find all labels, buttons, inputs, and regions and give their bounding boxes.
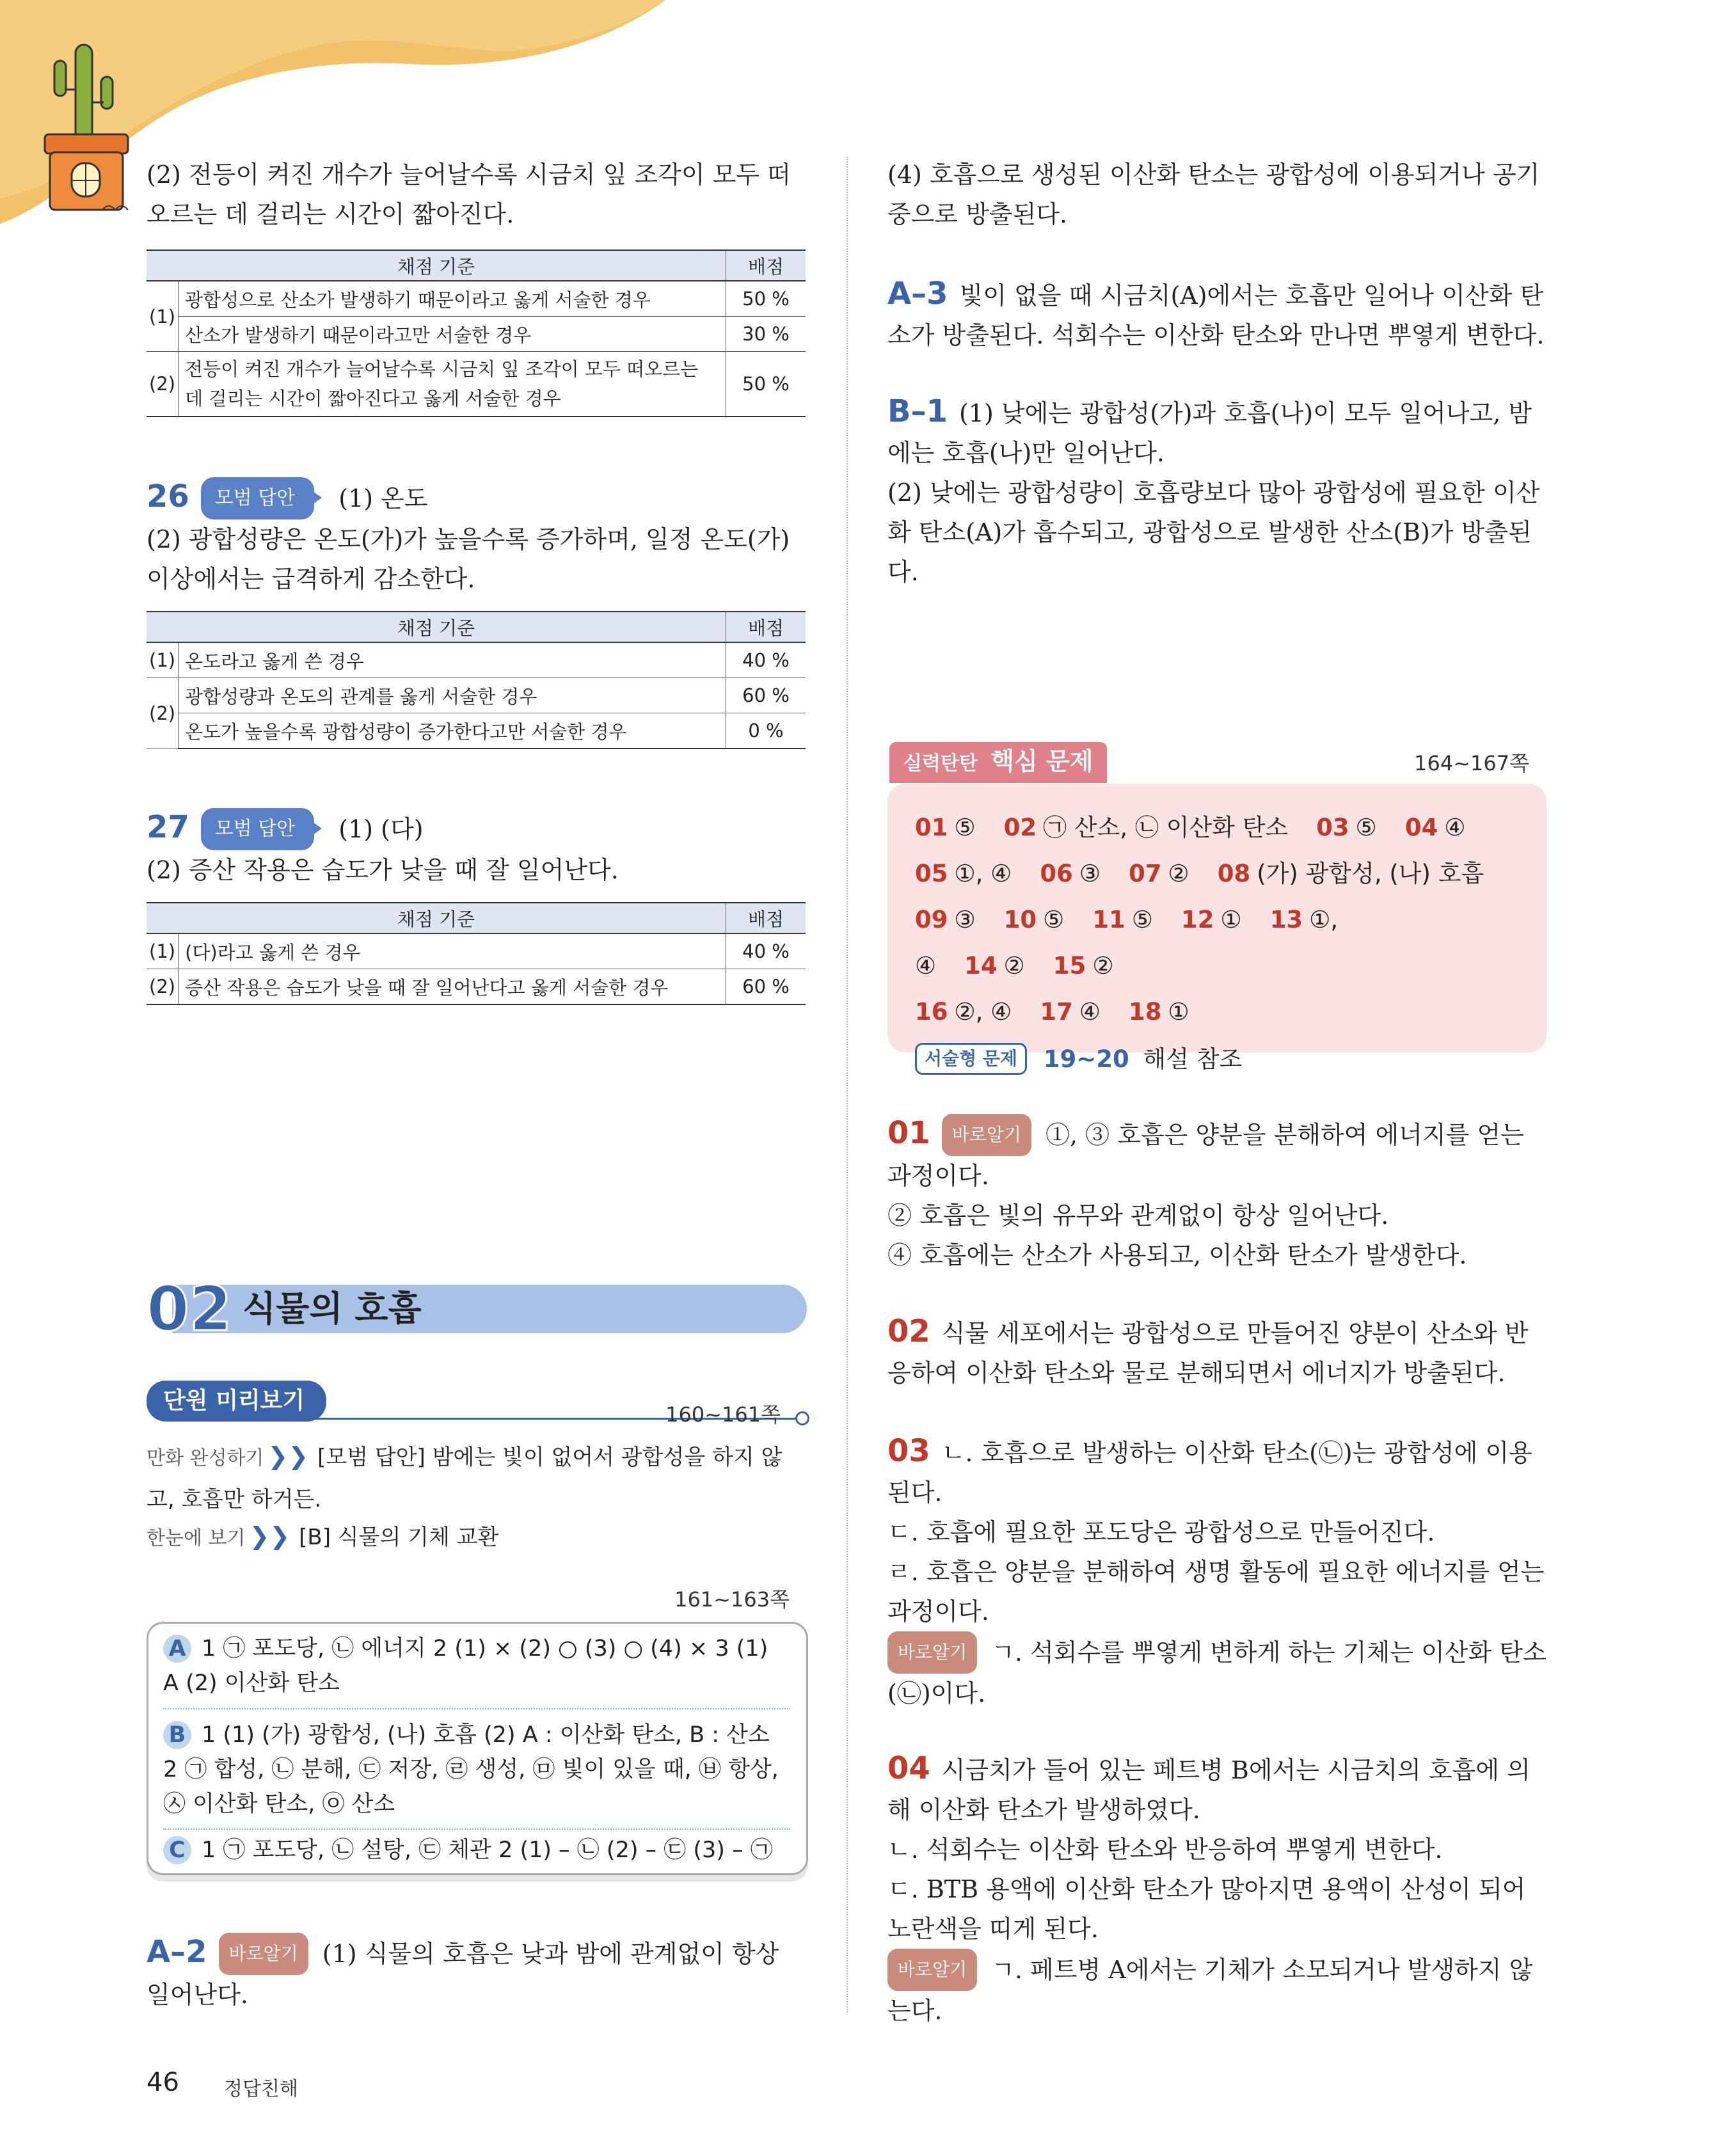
core-answer-value: ① xyxy=(1168,998,1189,1026)
core-answer-item xyxy=(1053,952,1114,979)
essay-badge: 서술형 문제 xyxy=(915,1043,1027,1075)
page-range: 161~163쪽 xyxy=(674,1587,790,1612)
table-row: (1) (다)라고 옳게 쓴 경우 40 % xyxy=(147,933,806,969)
core-answer-number: 05 xyxy=(915,860,948,887)
core-answer-item xyxy=(1004,814,1289,841)
explanation-01: 01 바로알기 ①, ③ 호흡은 양분을 분해하여 에너지를 얻는 과정이다. ② 호흡은 빛의 유무와 관계없이 항상 일어난다. ④ 호흡에는 산소가 사용되고, 이산화 탄소가 발생한다. xyxy=(887,1115,1524,1269)
core-answer-item xyxy=(1040,998,1101,1026)
comic-complete: 만화 완성하기 ❯❯ [모범 답안] 밤에는 빛이 없어서 광합성을 하지 않고, 호흡만 하거든. xyxy=(147,1442,783,1512)
core-answer-item xyxy=(1129,998,1189,1026)
column-divider xyxy=(847,157,848,2012)
table-header-criteria: 채점 기준 xyxy=(147,250,726,281)
section-number: 02 xyxy=(147,1273,232,1345)
core-answer-number: 16 xyxy=(915,998,948,1026)
answer-row xyxy=(915,897,1529,989)
core-answer-value: ② xyxy=(1092,952,1114,979)
explanation-a2: A–2 바로알기 (1) 식물의 호흡은 낮과 밤에 관계없이 항상 일어난다. xyxy=(147,1934,779,2009)
table-row: (1) 광합성으로 산소가 발생하기 때문이라고 옳게 서술한 경우 50 % xyxy=(147,281,806,317)
core-answer-number: 01 xyxy=(915,814,948,841)
unit-preview-label: 단원 미리보기 xyxy=(147,1381,326,1422)
core-answer-value: ④ xyxy=(1079,998,1101,1026)
answer-row xyxy=(915,805,1529,851)
core-answer-value: ⑤ xyxy=(954,814,976,841)
core-answer-value: ④ xyxy=(1444,814,1466,841)
table-row: (2) 광합성량과 온도의 관계를 옳게 서술한 경우 60 % xyxy=(147,678,806,713)
core-answer-number: 09 xyxy=(915,906,948,933)
answer-row xyxy=(915,851,1529,897)
letter-a-badge: A xyxy=(163,1635,191,1663)
table-row: (2) 전등이 켜진 개수가 늘어날수록 시금치 잎 조각이 모두 떠오르는 데 걸리는 시간이 짧아진다고 옳게 서술한 경우 50 % xyxy=(147,352,806,417)
core-answer-number: 13 xyxy=(1269,906,1303,933)
page-number: 46 xyxy=(147,2068,179,2097)
letter-b-badge: B xyxy=(163,1721,191,1749)
core-answer-number: 17 xyxy=(1040,998,1073,1026)
letter-c-badge: C xyxy=(163,1836,191,1864)
question-number: 26 xyxy=(147,479,189,514)
table-row: 산소가 발생하기 때문이라고만 서술한 경우 30 % xyxy=(147,317,806,352)
core-answer-item xyxy=(915,814,976,841)
core-answer-number: 03 xyxy=(1316,814,1349,841)
table-row: (1) 온도라고 옳게 쓴 경우 40 % xyxy=(147,642,806,678)
model-answer-badge: 모범 답안 xyxy=(201,477,314,519)
core-answer-number: 04 xyxy=(1404,814,1438,841)
correction-badge: 바로알기 xyxy=(219,1933,308,1975)
explanation-b1: B–1 (1) 낮에는 광합성(가)과 호흡(나)이 모두 일어나고, 밤에는 호흡(나)만 일어난다. (2) 낮에는 광합성량이 호흡량보다 많아 광합성에 필요한 이산화 탄소(A)가 흡수되고, 광합성으로 발생한 산소(B)가 방출된다. xyxy=(887,393,1540,586)
core-answer-value: ① xyxy=(1220,906,1242,933)
core-problems-label: 실력탄탄 핵심 문제 xyxy=(889,742,1107,783)
core-answer-item xyxy=(1316,814,1377,841)
core-answer-item xyxy=(1181,906,1242,933)
question-number: 27 xyxy=(147,809,189,845)
answer-row xyxy=(915,989,1529,1035)
footer-label: 정답친해 xyxy=(224,2078,298,2100)
core-answer-value: (가) 광합성, (나) 호흡 xyxy=(1257,860,1484,887)
core-answer-number: 18 xyxy=(1129,998,1162,1026)
core-answer-value: ② xyxy=(1003,952,1025,979)
core-answer-value: ㉠ 산소, ㉡ 이산화 탄소 xyxy=(1043,814,1289,841)
table-row: (2) 증산 작용은 습도가 낮을 때 잘 일어난다고 옳게 서술한 경우 60 % xyxy=(147,969,806,1005)
essay-row: 서술형 문제 19~20 해설 참조 xyxy=(915,1036,1529,1082)
page-range: 160~161쪽 xyxy=(665,1402,781,1427)
answer-a2-part4: (4) 호흡으로 생성된 이산화 탄소는 광합성에 이용되거나 공기 중으로 방출된다. xyxy=(887,161,1540,228)
core-answer-number: 10 xyxy=(1003,906,1037,933)
section-header xyxy=(147,1273,807,1345)
question-27: 27 모범 답안 (1) (다) (2) 증산 작용은 습도가 낮을 때 잘 일어난다. xyxy=(147,809,619,884)
explanation-04: 04 시금치가 들어 있는 페트병 B에서는 시금치의 호흡에 의해 이산화 탄소가 발생하였다. ㄴ. 석회수는 이산화 탄소와 반응하여 뿌옇게 변한다. ㄷ. BTB 용액에 이산화 탄소가 많아지면 용액이 산성이 되어 노란색을 띠게 된다. 바로알기 ㄱ. 페트병 A에서는 기체가 소모되거나 발생하지 않는다. xyxy=(887,1750,1533,2025)
core-answer-value: ③ xyxy=(954,906,976,933)
table-row: 온도가 높을수록 광합성량이 증가한다고만 서술한 경우 0 % xyxy=(147,713,806,749)
core-answer-value: ② xyxy=(1168,860,1189,887)
core-answer-value: ⑤ xyxy=(1131,906,1154,933)
core-answer-item xyxy=(964,952,1025,979)
core-answer-value: ⑤ xyxy=(1355,814,1377,841)
section-title: 식물의 호흡 xyxy=(242,1288,422,1329)
core-answer-number: 15 xyxy=(1053,952,1086,979)
core-answer-item xyxy=(1040,860,1101,887)
scoring-table-25 xyxy=(147,250,806,417)
scoring-table-27: 채점 기준 배점 (1) (다)라고 옳게 쓴 경우 40 % (2) 증산 작용은 습도가 낮을 때 잘 일어난다고 옳게 서술한 경우 60 % xyxy=(147,902,806,1005)
core-answer-value: ①, ④ xyxy=(915,906,1339,979)
core-answer-value: ③ xyxy=(1079,860,1101,887)
core-answer-value: ②, ④ xyxy=(954,998,1012,1026)
explanation-02: 02 식물 세포에서는 광합성으로 만들어진 양분이 산소와 반응하여 이산화 탄소와 물로 분해되면서 에너지가 방출된다. xyxy=(887,1313,1529,1387)
glance-view: 한눈에 보기 ❯❯ [B] 식물의 기체 교환 xyxy=(147,1522,499,1550)
core-answer-item xyxy=(915,998,1012,1026)
core-answer-item xyxy=(1004,906,1065,933)
core-answer-number: 02 xyxy=(1003,814,1037,841)
table-header-score: 배점 xyxy=(726,250,806,281)
scoring-table-26: 채점 기준 배점 (1) 온도라고 옳게 쓴 경우 40 % (2) 광합성량과 온도의 관계를 옳게 서술한 경우 60 % 온도가 높을수록 광합성량이 증가한다고만 서술한 경우 0 % xyxy=(147,611,806,749)
explanation-03: 03 ㄴ. 호흡으로 발생하는 이산화 탄소(㉡)는 광합성에 이용된다. ㄷ. 호흡에 필요한 포도당은 광합성으로 만들어진다. ㄹ. 호흡은 양분을 분해하여 생명 활동에 필요한 에너지를 얻는 과정이다. 바로알기 ㄱ. 석회수를 뿌옇게 변하게 하는 기체는 이산화 탄소(㉡)이다. xyxy=(887,1433,1546,1708)
core-answer-item xyxy=(1405,814,1466,841)
core-answer-value: ⑤ xyxy=(1043,906,1065,933)
core-answer-number: 06 xyxy=(1040,860,1073,887)
core-answer-number: 11 xyxy=(1092,906,1125,933)
box-separator xyxy=(163,1828,790,1830)
page-range: 164~167쪽 xyxy=(1414,751,1529,775)
core-answer-number: 08 xyxy=(1217,860,1251,887)
box-b: B 1 (1) (가) 광합성, (나) 호흡 (2) A : 이산화 탄소, B : 산소 2 ㉠ 합성, ㉡ 분해, ㉢ 저장, ㉣ 생성, ㉤ 빛이 있을 때, ㉥ 항상, ㉦ 이산화 탄소, ㉧ 산소 xyxy=(163,1722,779,1817)
box-a: A 1 ㉠ 포도당, ㉡ 에너지 2 (1) × (2) ○ (3) ○ (4) × 3 (1) A (2) 이산화 탄소 xyxy=(163,1636,768,1696)
explanation-a3: A–3 빛이 없을 때 시금치(A)에서는 호흡만 일어나 이산화 탄소가 방출된다. 석회수는 이산화 탄소와 만나면 뿌옇게 변한다. xyxy=(887,276,1545,349)
core-answer-number: 14 xyxy=(964,952,998,979)
core-answer-item xyxy=(915,906,976,933)
model-answer-badge: 모범 답안 xyxy=(201,808,314,850)
box-separator xyxy=(163,1708,790,1709)
core-answer-item xyxy=(1092,906,1153,933)
core-answer-number: 07 xyxy=(1129,860,1162,887)
core-answer-number: 12 xyxy=(1181,906,1214,933)
core-answer-item xyxy=(1218,860,1484,887)
core-answers xyxy=(915,805,1529,1082)
question-26: 26 모범 답안 (1) 온도 (2) 광합성량은 온도(가)가 높을수록 증가하며, 일정 온도(가) 이상에서는 급격하게 감소한다. xyxy=(147,479,790,593)
box-c: C 1 ㉠ 포도당, ㉡ 설탕, ㉢ 체관 2 (1) – ㉡ (2) – ㉢ (3) – ㉠ xyxy=(163,1833,790,1867)
cactus-pot-icon xyxy=(32,38,141,218)
core-answer-item xyxy=(1129,860,1189,887)
core-answer-value: ①, ④ xyxy=(954,860,1012,887)
answer-25-part2: (2) 전등이 켜진 개수가 늘어날수록 시금치 잎 조각이 모두 떠오르는 데 걸리는 시간이 짧아진다. xyxy=(147,161,791,228)
preview-rule-dot xyxy=(795,1411,809,1425)
core-answer-item xyxy=(915,860,1012,887)
